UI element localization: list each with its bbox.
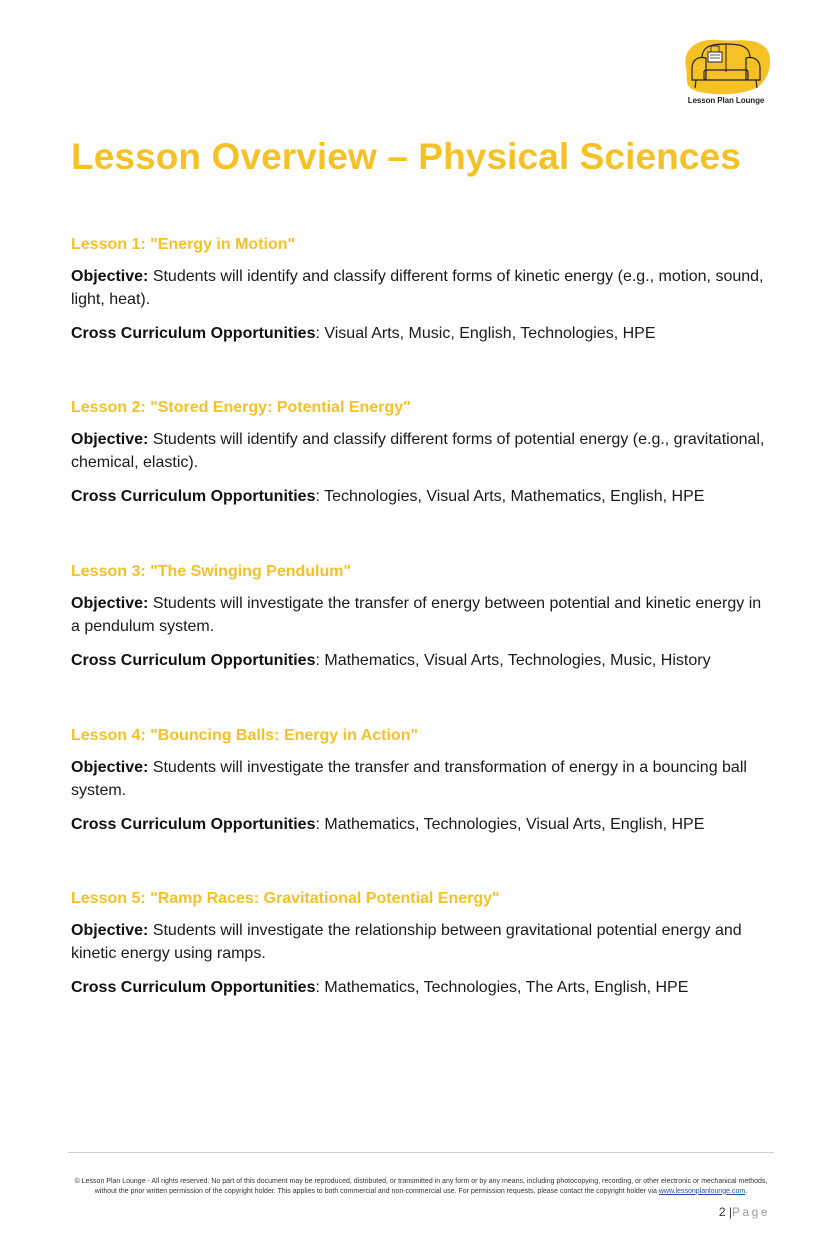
cross-curriculum-text: Visual Arts, Music, English, Technologies, HPE xyxy=(324,325,656,342)
objective-text: Students will identify and classify different forms of kinetic energy (e.g., motion, sound, light, heat). xyxy=(71,268,764,308)
footer-divider xyxy=(68,1152,774,1153)
objective-text: Students will investigate the relationship between gravitational potential energy and kinetic energy using ramps. xyxy=(71,922,742,962)
lesson-2 xyxy=(71,398,771,508)
page-number-value: 2 xyxy=(718,1205,726,1219)
logo-text: Lesson Plan Lounge xyxy=(687,96,765,105)
cross-curriculum-label: Cross Curriculum Opportunities xyxy=(71,979,316,996)
page-number xyxy=(690,1205,770,1219)
lesson-heading: Lesson 5: "Ramp Races: Gravitational Potential Energy" xyxy=(71,890,500,907)
lesson-cross-curriculum: Cross Curriculum Opportunities: Mathematics, Technologies, Visual Arts, English, HPE xyxy=(71,816,705,833)
page-title: Lesson Overview – Physical Sciences xyxy=(71,136,741,177)
lesson-objective xyxy=(71,592,771,638)
objective-label: Objective: xyxy=(71,759,149,776)
sofa-icon xyxy=(678,34,774,96)
lesson-objective xyxy=(71,428,771,474)
page-separator: | xyxy=(728,1205,732,1219)
lesson-heading: Lesson 4: "Bouncing Balls: Energy in Action" xyxy=(71,727,419,744)
page-word: Page xyxy=(731,1205,770,1219)
link-suffix: . xyxy=(745,1187,748,1195)
objective-text: Students will investigate the transfer of energy between potential and kinetic energy in a pendulum system. xyxy=(71,595,762,635)
brand-logo xyxy=(678,34,774,110)
cross-curriculum-label: Cross Curriculum Opportunities xyxy=(71,816,316,833)
lesson-objective xyxy=(71,265,771,311)
lesson-4 xyxy=(71,726,771,836)
cross-curriculum-text: Mathematics, Technologies, Visual Arts, English, HPE xyxy=(324,816,705,833)
cross-curriculum-label: Cross Curriculum Opportunities xyxy=(71,325,316,342)
lesson-heading: Lesson 2: "Stored Energy: Potential Energy" xyxy=(71,399,411,416)
lesson-objective xyxy=(71,919,771,965)
lesson-objective xyxy=(71,756,771,802)
cross-curriculum-label: Cross Curriculum Opportunities xyxy=(71,488,316,505)
copyright-notice xyxy=(72,1177,770,1196)
lesson-3 xyxy=(71,562,771,672)
lesson-cross-curriculum: Cross Curriculum Opportunities: Mathematics, Technologies, The Arts, English, HPE xyxy=(71,979,689,996)
objective-text: Students will identify and classify different forms of potential energy (e.g., gravitational, chemical, elastic). xyxy=(71,431,765,471)
cross-curriculum-text: Technologies, Visual Arts, Mathematics, English, HPE xyxy=(324,488,705,505)
cross-curriculum-label: Cross Curriculum Opportunities xyxy=(71,652,316,669)
lesson-1 xyxy=(71,235,771,345)
copyright-text: © Lesson Plan Lounge - All rights reserved. No part of this document may be reproduced, distributed, or transmitted in any form or by any means, including photocopying, recording, or other electronic or mechanical methods, without the prior written permission of the copyright holder. This applies to both commercial and non-commercial use. For permission requests, please contact the copyright holder via xyxy=(74,1178,768,1195)
lesson-5 xyxy=(71,889,771,999)
cross-curriculum-text: Mathematics, Technologies, The Arts, English, HPE xyxy=(324,979,689,996)
objective-label: Objective: xyxy=(71,431,149,448)
lesson-cross-curriculum: Cross Curriculum Opportunities: Mathematics, Visual Arts, Technologies, Music, History xyxy=(71,652,711,669)
objective-label: Objective: xyxy=(71,268,149,285)
objective-label: Objective: xyxy=(71,595,149,612)
objective-label: Objective: xyxy=(71,922,149,939)
lesson-heading: Lesson 3: "The Swinging Pendulum" xyxy=(71,563,352,580)
website-link[interactable]: www.lessonplanlounge.com xyxy=(658,1187,746,1195)
lesson-heading: Lesson 1: "Energy in Motion" xyxy=(71,236,296,253)
cross-curriculum-text: Mathematics, Visual Arts, Technologies, Music, History xyxy=(324,652,711,669)
lesson-cross-curriculum: Cross Curriculum Opportunities: Technologies, Visual Arts, Mathematics, English, HPE xyxy=(71,488,705,505)
objective-text: Students will investigate the transfer and transformation of energy in a bouncing ball system. xyxy=(71,759,747,799)
lesson-cross-curriculum: Cross Curriculum Opportunities: Visual Arts, Music, English, Technologies, HPE xyxy=(71,325,656,342)
